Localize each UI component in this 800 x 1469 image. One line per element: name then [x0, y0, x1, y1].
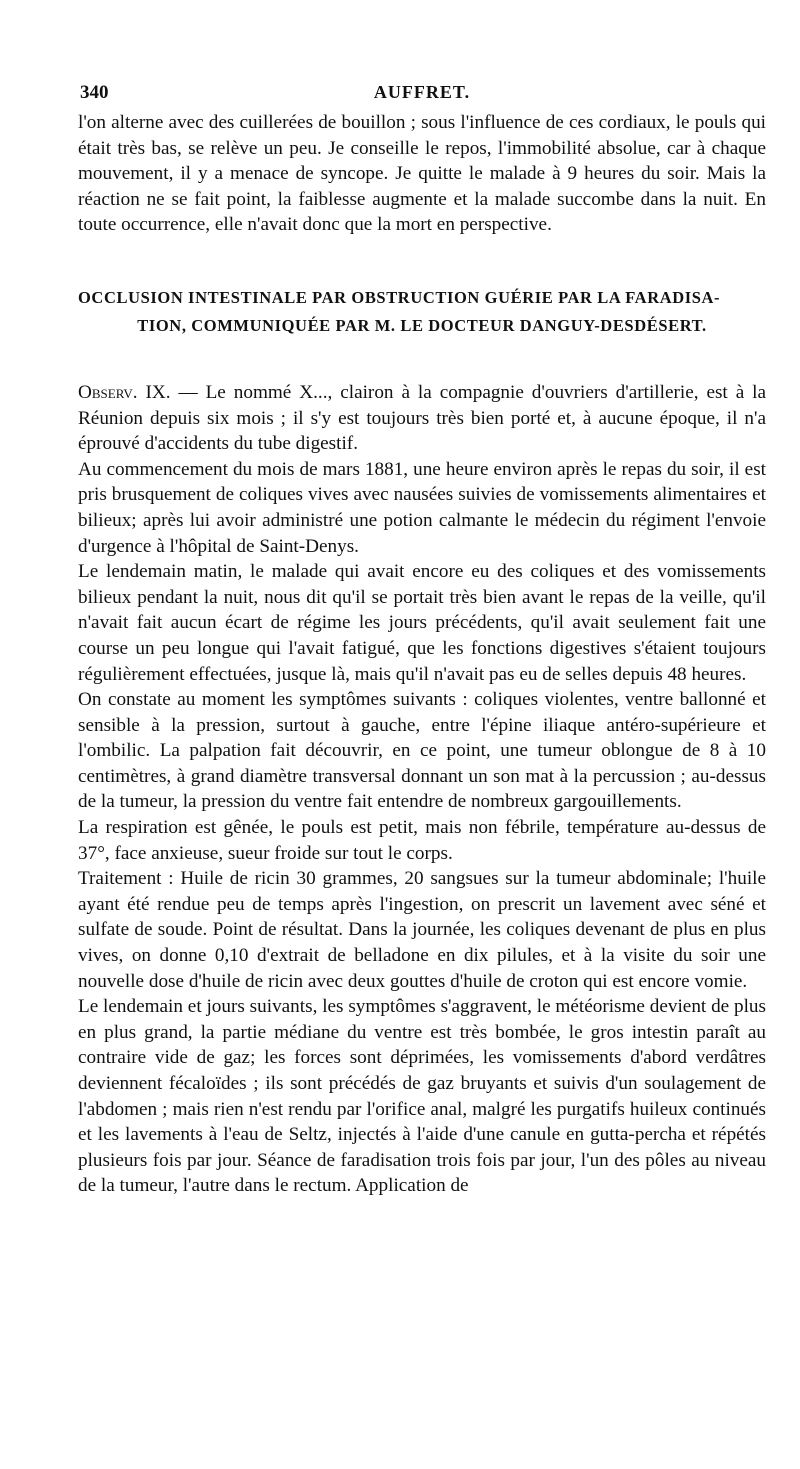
- observation-paragraph: [78, 380, 766, 457]
- observation-label: Observ. IX.: [78, 381, 171, 403]
- page-number: 340: [80, 82, 109, 103]
- body-paragraph: On constate au moment les symptômes suivants : coliques violentes, ventre ballonné et sensible à la pression, surtout à gauche, entre l'épine iliaque antéro-supérieure et l'ombilic. La palpation fait découvrir, en ce point, une tumeur oblongue de 8 à 10 centimètres, à grand diamètre transversal donnant un son mat à la percussion ; au-dessus de la tumeur, la pression du ventre fait entendre de nombreux gargouillements.: [78, 689, 766, 813]
- body-paragraph: Le lendemain matin, le malade qui avait encore eu des coliques et des vomissements bilieux pendant la nuit, nous dit qu'il se portait très bien avant le repas de la veille, qu'il n'avait fait aucun écart de régime les jours précédents, qu'il avait seulement fait une course un peu longue qui l'avait fatigué, que les fonctions digestives s'étaient toujours régulièrement effectuées, jusque là, mais qu'il n'avait pas eu de selles depuis 48 heures.: [78, 561, 766, 685]
- intro-paragraph: l'on alterne avec des cuillerées de bouillon ; sous l'influence de ces cordiaux, le pouls qui était très bas, se relève un peu. Je conseille le repos, l'immobilité absolue, car à chaque mouvement, il y a menace de syncope. Je quitte le malade à 9 heures du soir. Mais la réaction ne se fait point, la faiblesse augmente et la malade succombe dans la nuit. En toute occurrence, elle n'avait donc que la mort en perspective.: [78, 112, 766, 236]
- body-paragraph: Le lendemain et jours suivants, les symptômes s'aggravent, le météorisme devient de plus en plus grand, la partie médiane du ventre est très bombée, le gros intestin paraît au contraire vide de gaz; les forces sont déprimées, les vomissements d'abord verdâtres deviennent fécaloïdes ; ils sont précédés de gaz bruyants et suivis d'un soulagement de l'abdomen ; mais rien n'est rendu par l'orifice anal, malgré les purgatifs huileux continués et les lavements à l'eau de Seltz, injectés à l'aide d'une canule en gutta-percha et répétés plusieurs fois par jour. Séance de faradisation trois fois par jour, l'un des pôles au niveau de la tumeur, l'autre dans le rectum. Application de: [78, 996, 766, 1197]
- observation-text: — Le nommé X..., clairon à la compagnie d'ouvriers d'artillerie, est à la Réunion depuis six mois ; il s'y est toujours très bien porté et, à aucune époque, il n'a éprouvé d'accidents du tube digestif.: [78, 381, 766, 455]
- body-paragraph: Traitement : Huile de ricin 30 grammes, 20 sangsues sur la tumeur abdominale; l'huile ayant été rendue peu de temps après l'ingestion, on prescrit un lavement avec séné et sulfate de soude. Point de résultat. Dans la journée, les coliques devenant de plus en plus vives, on donne 0,10 d'extrait de belladone en dix pilules, et à la visite du soir une nouvelle dose d'huile de ricin avec deux gouttes d'huile de croton qui est encore vomie.: [78, 868, 766, 992]
- section-heading: [78, 284, 766, 340]
- section-heading-line-1: OCCLUSION INTESTINALE PAR OBSTRUCTION GUÉRIE PAR LA FARADISA-: [78, 287, 721, 307]
- body-paragraph: La respiration est gênée, le pouls est petit, mais non fébrile, température au-dessus de 37°, face anxieuse, sueur froide sur tout le corps.: [78, 817, 766, 864]
- book-page: [78, 74, 766, 1199]
- running-title: AUFFRET.: [373, 82, 471, 102]
- section-heading-line-2: TION, COMMUNIQUÉE PAR M. LE DOCTEUR DANGUY-DESDÉSERT.: [137, 315, 707, 335]
- running-head: [78, 74, 766, 110]
- body-paragraph: Au commencement du mois de mars 1881, une heure environ après le repas du soir, il est pris brusquement de coliques vives avec nausées suivies de vomissements alimentaires et bilieux; après lui avoir administré une potion calmante le médecin du régiment l'envoie d'urgence à l'hôpital de Saint-Denys.: [78, 458, 766, 557]
